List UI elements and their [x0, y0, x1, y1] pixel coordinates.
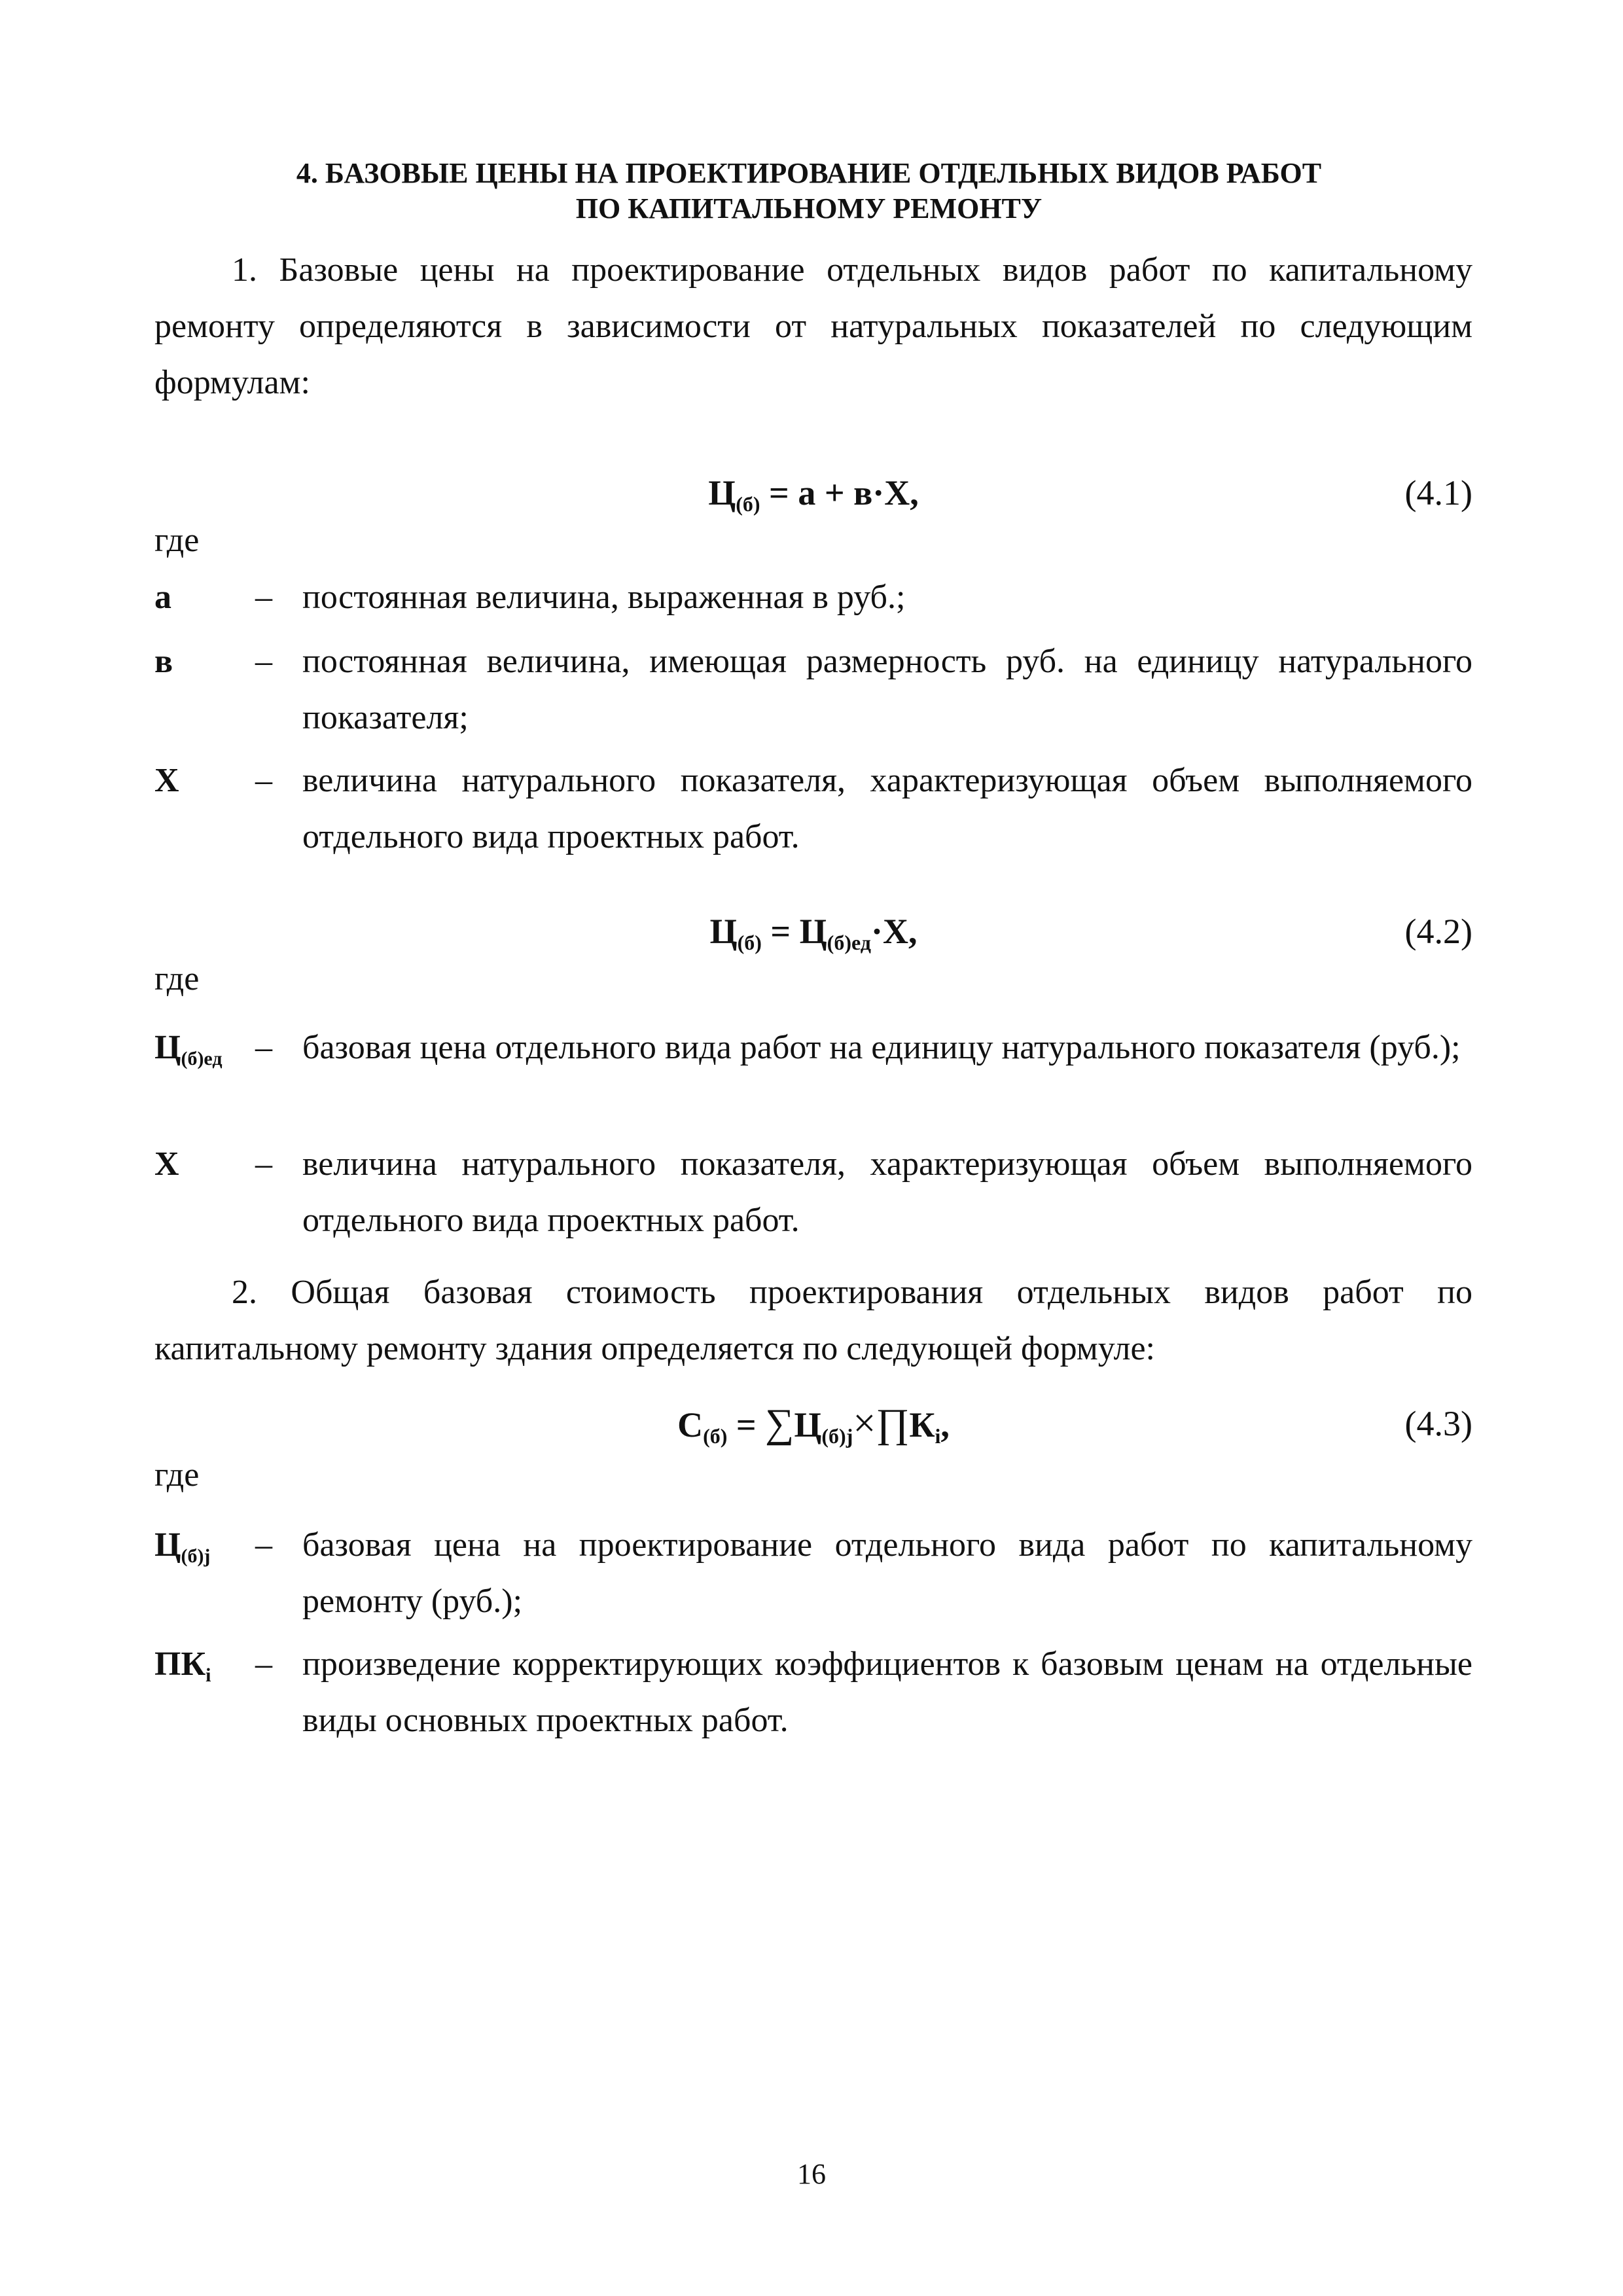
- definition-dash: –: [255, 1645, 272, 1683]
- definition-term: $Ц_{(б)j}$: [154, 1526, 211, 1567]
- formula-4-3-number: (4.3): [1404, 1404, 1472, 1443]
- definition-term: $Ц_{(б)ед}$: [154, 1029, 223, 1069]
- where-label-3: где: [154, 1456, 200, 1494]
- where-label-2: где: [154, 960, 200, 997]
- section-heading: [154, 156, 1463, 226]
- definition-term: Х: [154, 1145, 179, 1183]
- definition-term: $ПК_i$: [154, 1645, 211, 1686]
- formula-4-1-expression: $Ц_{(б)} = а + в\cdot Х$,: [708, 473, 919, 516]
- formula-4-1-number: (4.1): [1404, 473, 1472, 512]
- definition-text: базовая цена отдельного вида работ на единицу натурального показателя (руб.);: [302, 1029, 1461, 1066]
- paragraph-1: 1. Базовые цены на проектирование отдельных видов работ по капитальному ремонту определяются в зависимости от натуральных показателей по следующим формулам:: [154, 251, 1472, 401]
- formula-4-1: [154, 470, 1472, 516]
- heading-line-1: 4. БАЗОВЫЕ ЦЕНЫ НА ПРОЕКТИРОВАНИЕ ОТДЕЛЬНЫХ ВИДОВ РАБОТ: [296, 157, 1322, 189]
- definition-term: Х: [154, 762, 179, 799]
- formula-4-2-number: (4.2): [1404, 912, 1472, 951]
- definition-term: а: [154, 579, 171, 616]
- definition-text: произведение корректирующих коэффициентов к базовым ценам на отдельные виды основных проектных работ.: [302, 1645, 1472, 1739]
- definition-dash: –: [255, 1145, 272, 1183]
- heading-line-2: ПО КАПИТАЛЬНОМУ РЕМОНТУ: [575, 192, 1043, 224]
- definition-dash: –: [255, 762, 272, 799]
- definition-text: постоянная величина, имеющая размерность руб. на единицу натурального показателя;: [302, 643, 1472, 736]
- definition-dash: –: [255, 1029, 272, 1066]
- definition-term: в: [154, 643, 173, 680]
- definition-text: базовая цена на проектирование отдельного вида работ по капитальному ремонту (руб.);: [302, 1526, 1472, 1620]
- definition-text: величина натурального показателя, характеризующая объем выполняемого отдельного вида проектных работ.: [302, 1145, 1472, 1239]
- definition-text: величина натурального показателя, характеризующая объем выполняемого отдельного вида проектных работ.: [302, 762, 1472, 855]
- definition-text: постоянная величина, выраженная в руб.;: [302, 579, 906, 616]
- definition-dash: –: [255, 643, 272, 680]
- paragraph-2: 2. Общая базовая стоимость проектирования отдельных видов работ по капитальному ремонту здания определяется по следующей формуле:: [154, 1274, 1472, 1367]
- formula-4-3: [154, 1401, 1472, 1446]
- formula-4-2-expression: $Ц_{(б)} = Ц_{(б)ед}\cdot Х$,: [709, 912, 918, 954]
- sum-symbol: ∑: [765, 1401, 794, 1446]
- times-symbol: ×: [853, 1401, 876, 1446]
- where-label-1: где: [154, 522, 200, 559]
- definition-dash: –: [255, 579, 272, 616]
- page-number: 16: [797, 2158, 826, 2190]
- formula-4-3-expression: $С_{(б)}$ = $\sum Ц_{(б)j}\times\prod К_i$,: [677, 1401, 950, 1448]
- product-symbol: ∏: [876, 1401, 910, 1446]
- definition-dash: –: [255, 1526, 272, 1564]
- formula-4-2: [154, 908, 1472, 954]
